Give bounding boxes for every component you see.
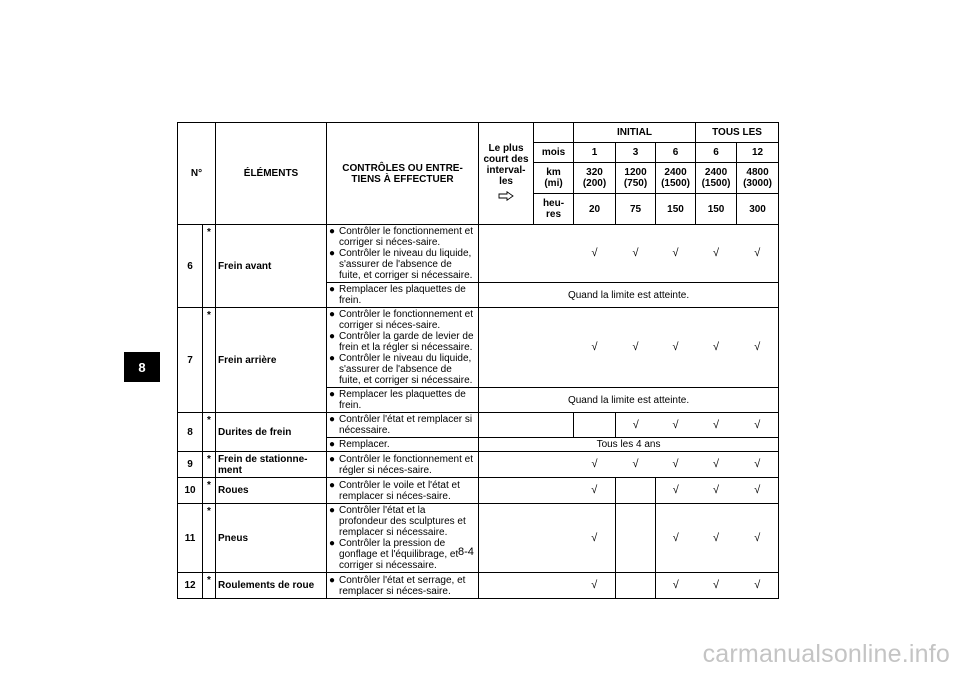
header-month-cell: 3 bbox=[616, 143, 656, 163]
star-mark: * bbox=[203, 413, 216, 452]
interval-note: Tous les 4 ans bbox=[479, 438, 779, 452]
list-item: ● Remplacer les plaquettes de frein. bbox=[329, 389, 466, 411]
check-mark: √ bbox=[656, 452, 696, 478]
check-mark: √ bbox=[696, 225, 737, 283]
header-initial: INITIAL bbox=[574, 123, 696, 143]
interval-note: Quand la limite est atteinte. bbox=[479, 283, 779, 308]
header-hours-cell: 150 bbox=[696, 194, 737, 225]
check-mark: √ bbox=[656, 308, 696, 388]
header-month-cell: 6 bbox=[656, 143, 696, 163]
check-mark: √ bbox=[574, 452, 616, 478]
table-row bbox=[178, 478, 779, 504]
star-mark: * bbox=[203, 225, 216, 308]
header-hours-cell: 150 bbox=[656, 194, 696, 225]
item-operations bbox=[327, 388, 479, 413]
check-mark: √ bbox=[696, 504, 737, 573]
header-shortest-label: Le plus court des interval-les bbox=[483, 143, 529, 187]
header-km-cell: 2400 (1500) bbox=[696, 163, 737, 194]
item-operations bbox=[327, 573, 479, 599]
header-months-label: mois bbox=[534, 143, 574, 163]
header-num: N° bbox=[178, 123, 216, 225]
check-mark: √ bbox=[616, 225, 656, 283]
list-item: ● Contrôler le fonctionnement et corriger si néces-saire. bbox=[329, 226, 473, 248]
item-number: 10 bbox=[178, 478, 203, 504]
table-row bbox=[178, 573, 779, 599]
item-operations bbox=[327, 283, 479, 308]
list-item: ● Contrôler l'état et remplacer si nécessaire. bbox=[329, 414, 473, 436]
item-operations bbox=[327, 413, 479, 438]
table-row bbox=[178, 452, 779, 478]
watermark: carmanualsonline.info bbox=[702, 640, 950, 668]
header-km-cell: 2400 (1500) bbox=[656, 163, 696, 194]
check-mark: √ bbox=[656, 225, 696, 283]
item-name: Pneus bbox=[216, 504, 327, 573]
check-mark: √ bbox=[616, 413, 656, 438]
header-hours-cell: 300 bbox=[737, 194, 779, 225]
list-item: ● Remplacer les plaquettes de frein. bbox=[329, 284, 466, 306]
check-mark: √ bbox=[656, 573, 696, 599]
item-operations bbox=[327, 452, 479, 478]
header-km-cell: 4800 (3000) bbox=[737, 163, 779, 194]
header-checks: CONTRÔLES OU ENTRE-TIENS À EFFECTUER bbox=[327, 123, 479, 225]
header-hours-label: heu-res bbox=[534, 194, 574, 225]
chapter-tab: 8 bbox=[124, 352, 160, 382]
item-operations bbox=[327, 438, 479, 452]
check-mark: √ bbox=[656, 478, 696, 504]
table-row bbox=[178, 225, 779, 283]
check-mark: √ bbox=[574, 573, 616, 599]
header-shortest-interval bbox=[479, 123, 534, 225]
list-item: ● Remplacer. bbox=[329, 439, 390, 450]
star-mark: * bbox=[203, 452, 216, 478]
star-mark: * bbox=[203, 478, 216, 504]
check-mark: √ bbox=[574, 478, 616, 504]
check-mark: √ bbox=[696, 452, 737, 478]
item-name: Frein arrière bbox=[216, 308, 327, 413]
check-mark: √ bbox=[616, 452, 656, 478]
check-mark: √ bbox=[737, 573, 779, 599]
check-mark: √ bbox=[696, 413, 737, 438]
list-item: ● Contrôler le voile et l'état et remplacer si néces-saire. bbox=[329, 479, 460, 502]
item-number: 12 bbox=[178, 573, 203, 599]
header-km-cell: 320 (200) bbox=[574, 163, 616, 194]
item-operations bbox=[327, 478, 479, 504]
item-number: 7 bbox=[178, 308, 203, 413]
check-mark: √ bbox=[737, 225, 779, 283]
item-name: Roulements de roue bbox=[216, 573, 327, 599]
check-mark: √ bbox=[656, 413, 696, 438]
check-mark: √ bbox=[737, 452, 779, 478]
header-every: TOUS LES bbox=[696, 123, 779, 143]
interval-note: Quand la limite est atteinte. bbox=[479, 388, 779, 413]
list-item: ● Contrôler le niveau du liquide, s'assurer de l'absence de fuite, et corriger si nécessaire. bbox=[329, 353, 473, 386]
check-mark: √ bbox=[616, 308, 656, 388]
maintenance-table bbox=[177, 122, 779, 599]
item-name: Roues bbox=[216, 478, 327, 504]
item-operations bbox=[327, 504, 479, 573]
header-month-cell: 1 bbox=[574, 143, 616, 163]
header-hours-cell: 20 bbox=[574, 194, 616, 225]
item-name: Frein de stationne-ment bbox=[216, 452, 327, 478]
list-item: ● Contrôler l'état et serrage, et remplacer si néces-saire. bbox=[329, 574, 466, 597]
list-item: ● Contrôler l'état et la profondeur des sculptures et remplacer si nécessaire. bbox=[329, 505, 466, 538]
item-name: Durites de frein bbox=[216, 413, 327, 452]
header-month-cell: 12 bbox=[737, 143, 779, 163]
star-mark: * bbox=[203, 573, 216, 599]
item-name: Frein avant bbox=[216, 225, 327, 308]
check-mark: √ bbox=[737, 504, 779, 573]
check-mark: √ bbox=[737, 308, 779, 388]
header-km-cell: 1200 (750) bbox=[616, 163, 656, 194]
list-item: ● Contrôler la pression de gonflage et l'équilibrage, et corriger si nécessaire. bbox=[329, 538, 459, 571]
header-hours-cell: 75 bbox=[616, 194, 656, 225]
check-mark: √ bbox=[696, 308, 737, 388]
check-mark: √ bbox=[574, 308, 616, 388]
table-row bbox=[178, 504, 779, 573]
table-row bbox=[178, 413, 779, 438]
list-item: ● Contrôler le fonctionnement et corriger si néces-saire. bbox=[329, 309, 473, 331]
check-mark: √ bbox=[696, 478, 737, 504]
table-row bbox=[178, 308, 779, 388]
item-number: 8 bbox=[178, 413, 203, 452]
check-mark: √ bbox=[696, 573, 737, 599]
check-mark: √ bbox=[656, 504, 696, 573]
list-item: ● Contrôler le fonctionnement et régler si néces-saire. bbox=[329, 453, 473, 476]
header-month-cell: 6 bbox=[696, 143, 737, 163]
star-mark: * bbox=[203, 308, 216, 413]
star-mark: * bbox=[203, 504, 216, 573]
item-number: 11 bbox=[178, 504, 203, 573]
check-mark: √ bbox=[574, 504, 616, 573]
list-item: ● Contrôler le niveau du liquide, s'assurer de l'absence de fuite, et corriger si nécessaire. bbox=[329, 248, 473, 281]
list-item: ● Contrôler la garde de levier de frein et la régler si nécessaire. bbox=[329, 331, 474, 353]
item-operations bbox=[327, 308, 479, 388]
item-number: 9 bbox=[178, 452, 203, 478]
header-km-label: km (mi) bbox=[534, 163, 574, 194]
check-mark: √ bbox=[574, 225, 616, 283]
check-mark: √ bbox=[737, 413, 779, 438]
item-operations bbox=[327, 225, 479, 283]
item-number: 6 bbox=[178, 225, 203, 308]
header-elements: ÉLÉMENTS bbox=[216, 123, 327, 225]
arrow-right-icon bbox=[498, 191, 514, 201]
page-number: 8-4 bbox=[458, 546, 474, 558]
check-mark: √ bbox=[737, 478, 779, 504]
